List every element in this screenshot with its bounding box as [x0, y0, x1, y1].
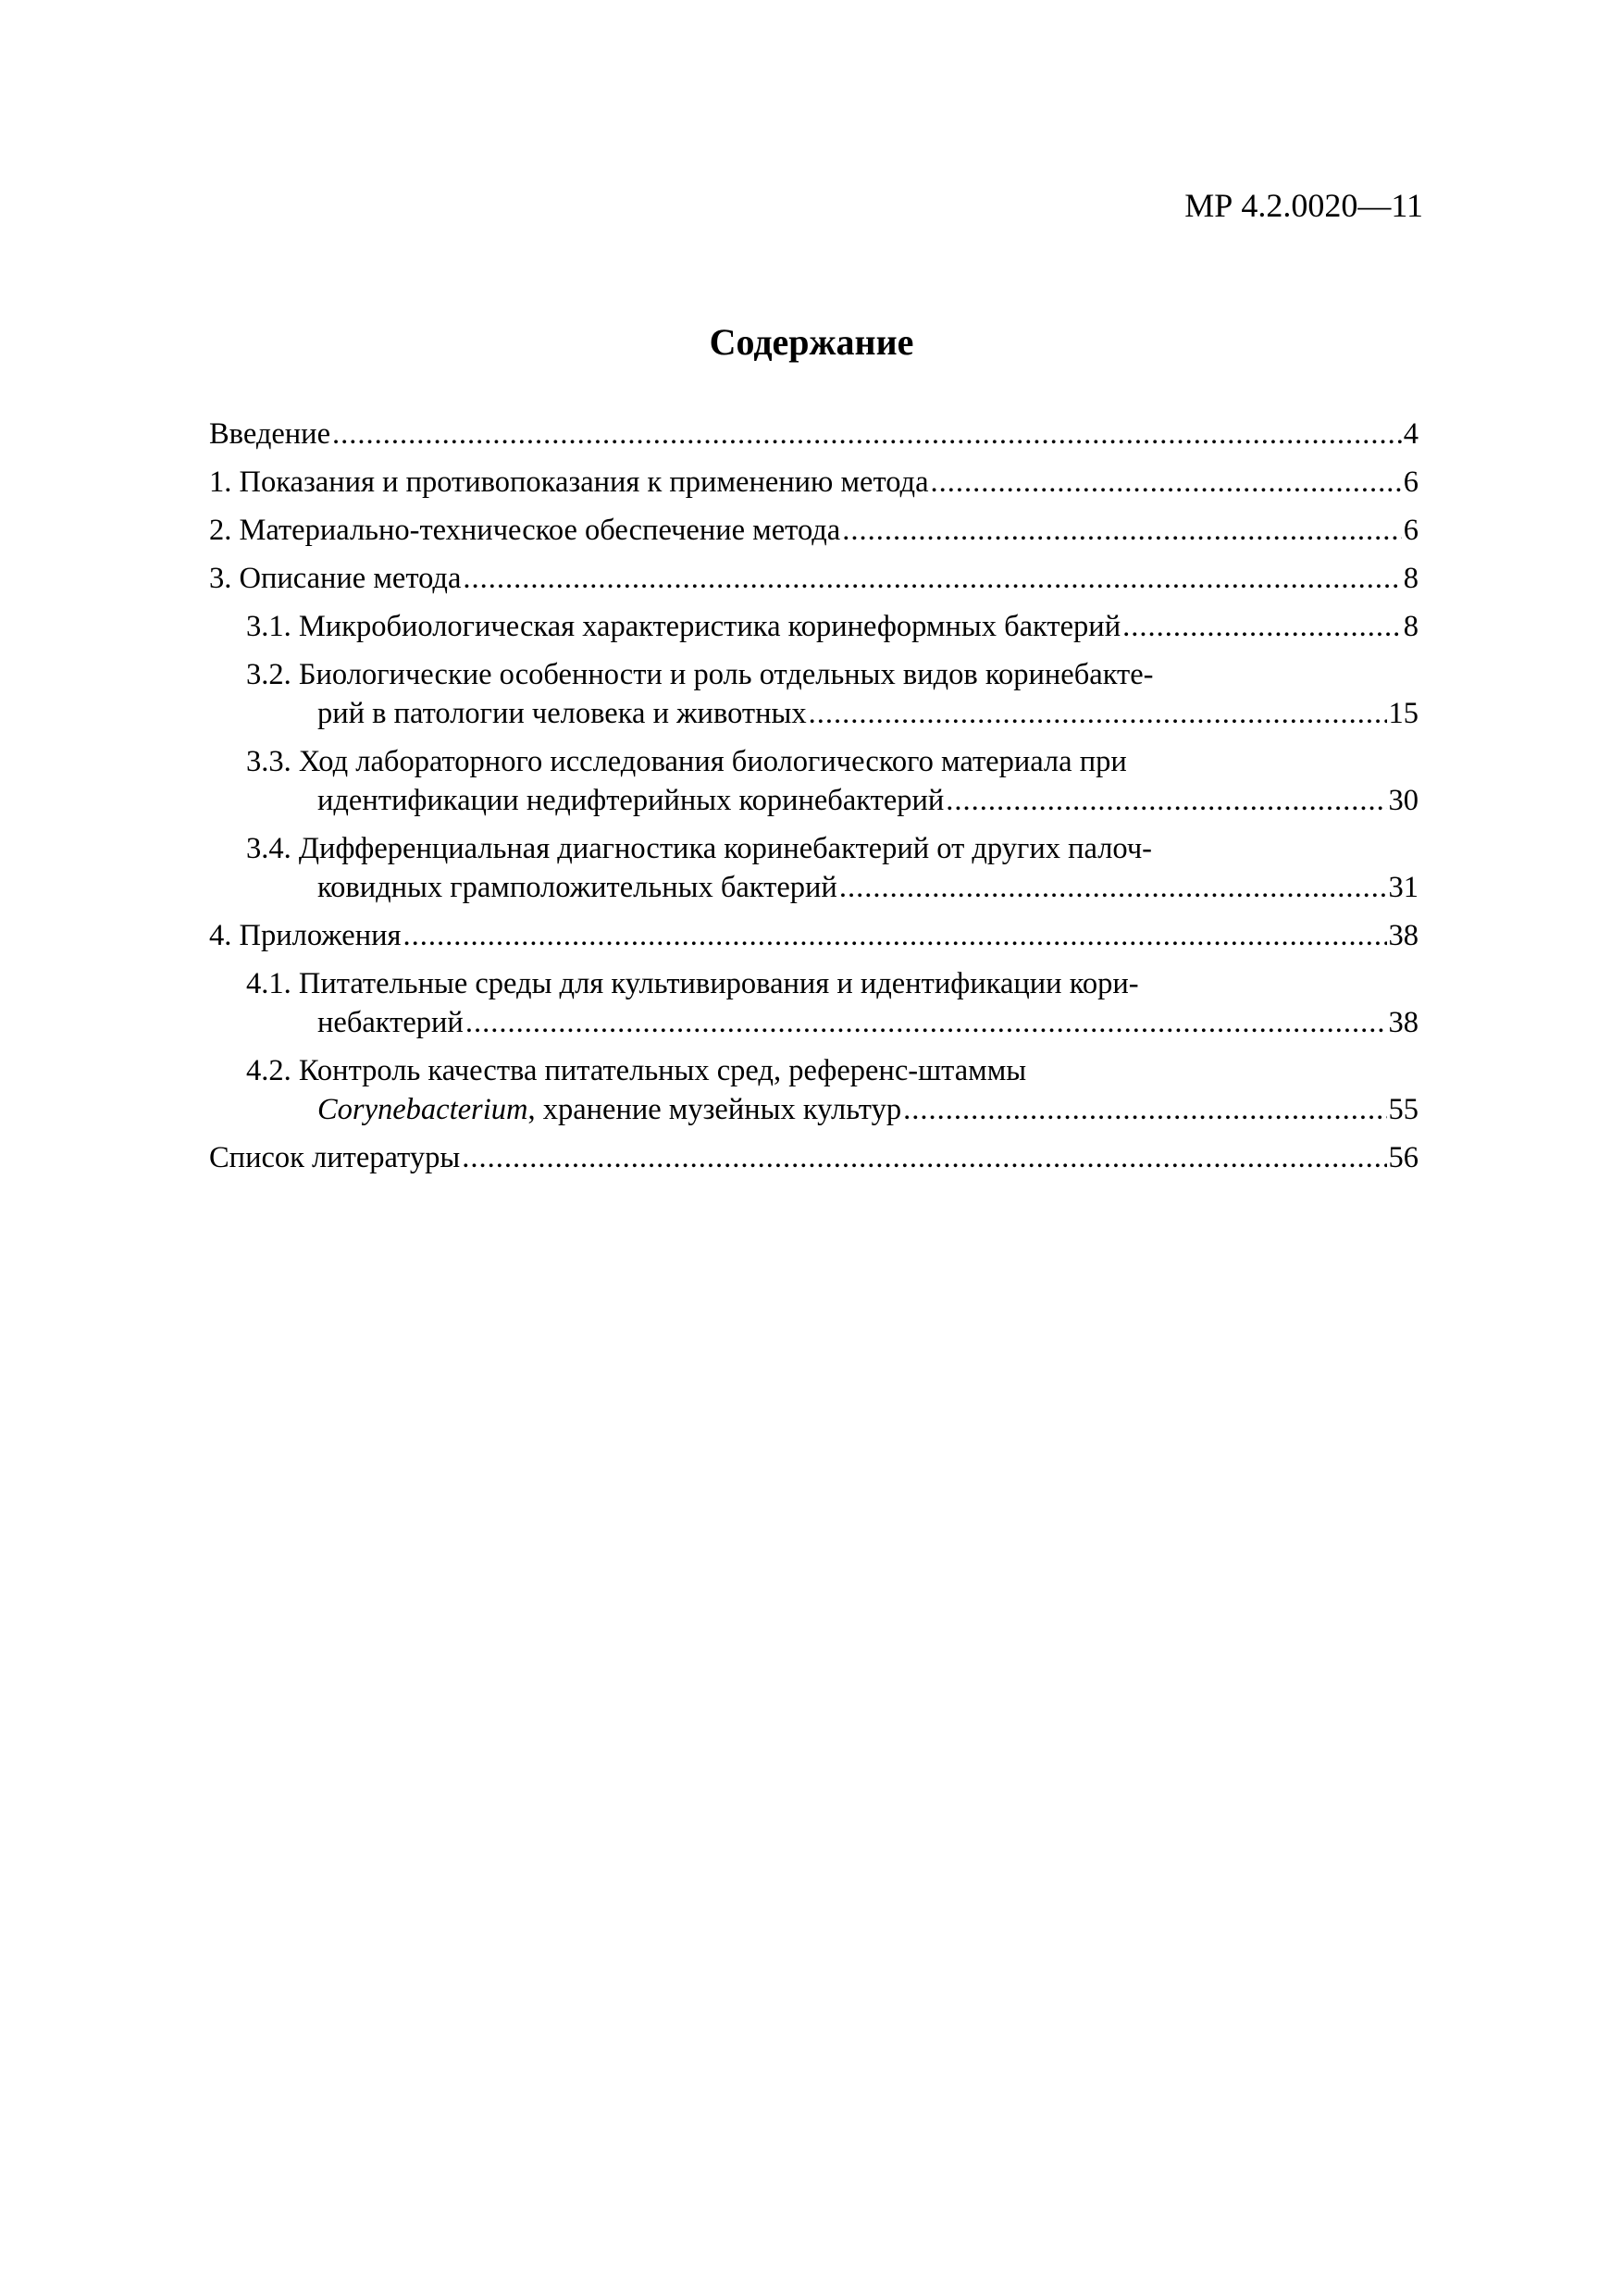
toc-entry-text — [317, 1090, 901, 1129]
toc-entry-page: 38 — [1388, 1006, 1419, 1039]
toc-entry-section-3-1[interactable] — [209, 607, 1419, 646]
toc-entry-line — [246, 742, 1419, 781]
toc-entry-continuation-line — [246, 694, 1419, 733]
toc-entry-line — [209, 1138, 1419, 1177]
dot-leader — [1122, 607, 1402, 646]
dot-leader — [903, 1090, 1386, 1129]
toc-entry-page: 8 — [1403, 562, 1419, 595]
toc-entry-text: 4.2. Контроль качества питательных сред, референс-штаммы — [246, 1054, 1027, 1087]
toc-title: Содержание — [709, 321, 914, 363]
table-of-contents — [209, 415, 1419, 1186]
toc-entry-page: 55 — [1388, 1093, 1419, 1126]
toc-entry-text-rest: , хранение музейных культур — [527, 1093, 902, 1126]
toc-entry-continuation-line — [246, 868, 1419, 907]
toc-entry-text: Введение — [209, 417, 330, 451]
document-code: МР 4.2.0020—11 — [1184, 187, 1423, 224]
toc-entry-page: 38 — [1388, 919, 1419, 952]
toc-entry-page: 31 — [1388, 871, 1419, 904]
dot-leader — [332, 415, 1402, 453]
toc-entry-text: 2. Материально-техническое обеспечение метода — [209, 514, 841, 547]
toc-entry-page: 4 — [1403, 417, 1419, 451]
toc-entry-text: 4. Приложения — [209, 919, 402, 952]
toc-entry-text: 3. Описание метода — [209, 562, 462, 595]
toc-entry-text: 4.1. Питательные среды для культивирования и идентификации кори- — [246, 967, 1139, 1000]
toc-entry-section-1[interactable] — [209, 463, 1419, 502]
dot-leader — [809, 694, 1387, 733]
toc-entry-line — [246, 1051, 1419, 1090]
toc-entry-text: 3.2. Биологические особенности и роль отдельных видов коринебакте- — [246, 658, 1154, 691]
toc-entry-page: 6 — [1403, 514, 1419, 547]
toc-entry-text: 3.1. Микробиологическая характеристика коринеформных бактерий — [246, 610, 1121, 643]
toc-entry-line — [246, 964, 1419, 1003]
toc-entry-references[interactable] — [209, 1138, 1419, 1177]
toc-entry-text: 1. Показания и противопоказания к применению метода — [209, 465, 929, 499]
toc-entry-text: рий в патологии человека и животных — [317, 697, 807, 730]
toc-entry-page: 6 — [1403, 465, 1419, 499]
dot-leader — [839, 868, 1387, 907]
toc-entry-section-4-1[interactable] — [209, 964, 1419, 1042]
toc-entry-text: 3.4. Дифференциальная диагностика коринебактерий от других палоч- — [246, 832, 1152, 865]
toc-entry-page: 8 — [1403, 610, 1419, 643]
genus-name-italic: Corynebacterium — [317, 1093, 528, 1126]
toc-entry-page: 30 — [1388, 784, 1419, 817]
toc-entry-line — [209, 415, 1419, 453]
toc-entry-section-2[interactable] — [209, 511, 1419, 550]
toc-entry-continuation-line — [246, 781, 1419, 820]
dot-leader — [462, 1138, 1386, 1177]
dot-leader — [946, 781, 1386, 820]
toc-entry-text: Список литературы — [209, 1141, 461, 1174]
toc-entry-section-4[interactable] — [209, 916, 1419, 955]
toc-entry-text: идентификации недифтерийных коринебактерий — [317, 784, 945, 817]
dot-leader — [463, 559, 1401, 598]
toc-entry-continuation-line — [246, 1003, 1419, 1042]
toc-entry-continuation-line — [246, 1090, 1419, 1129]
toc-entry-line — [209, 511, 1419, 550]
dot-leader — [842, 511, 1402, 550]
dot-leader — [931, 463, 1402, 502]
toc-entry-line — [246, 829, 1419, 868]
toc-entry-line — [209, 559, 1419, 598]
toc-entry-text: 3.3. Ход лабораторного исследования биологического материала при — [246, 745, 1127, 778]
toc-entry-section-4-2[interactable] — [209, 1051, 1419, 1129]
toc-entry-section-3-2[interactable] — [209, 655, 1419, 733]
toc-entry-line — [209, 916, 1419, 955]
toc-entry-page: 15 — [1388, 697, 1419, 730]
toc-entry-text: небактерий — [317, 1006, 464, 1039]
toc-entry-text: ковидных грамположительных бактерий — [317, 871, 837, 904]
toc-entry-section-3-3[interactable] — [209, 742, 1419, 820]
dot-leader — [403, 916, 1386, 955]
toc-entry-section-3[interactable] — [209, 559, 1419, 598]
toc-entry-section-3-4[interactable] — [209, 829, 1419, 907]
toc-entry-line — [246, 607, 1419, 646]
toc-entry-line — [209, 463, 1419, 502]
toc-entry-line — [246, 655, 1419, 694]
toc-entry-introduction[interactable] — [209, 415, 1419, 453]
dot-leader — [465, 1003, 1387, 1042]
toc-entry-page: 56 — [1388, 1141, 1419, 1174]
